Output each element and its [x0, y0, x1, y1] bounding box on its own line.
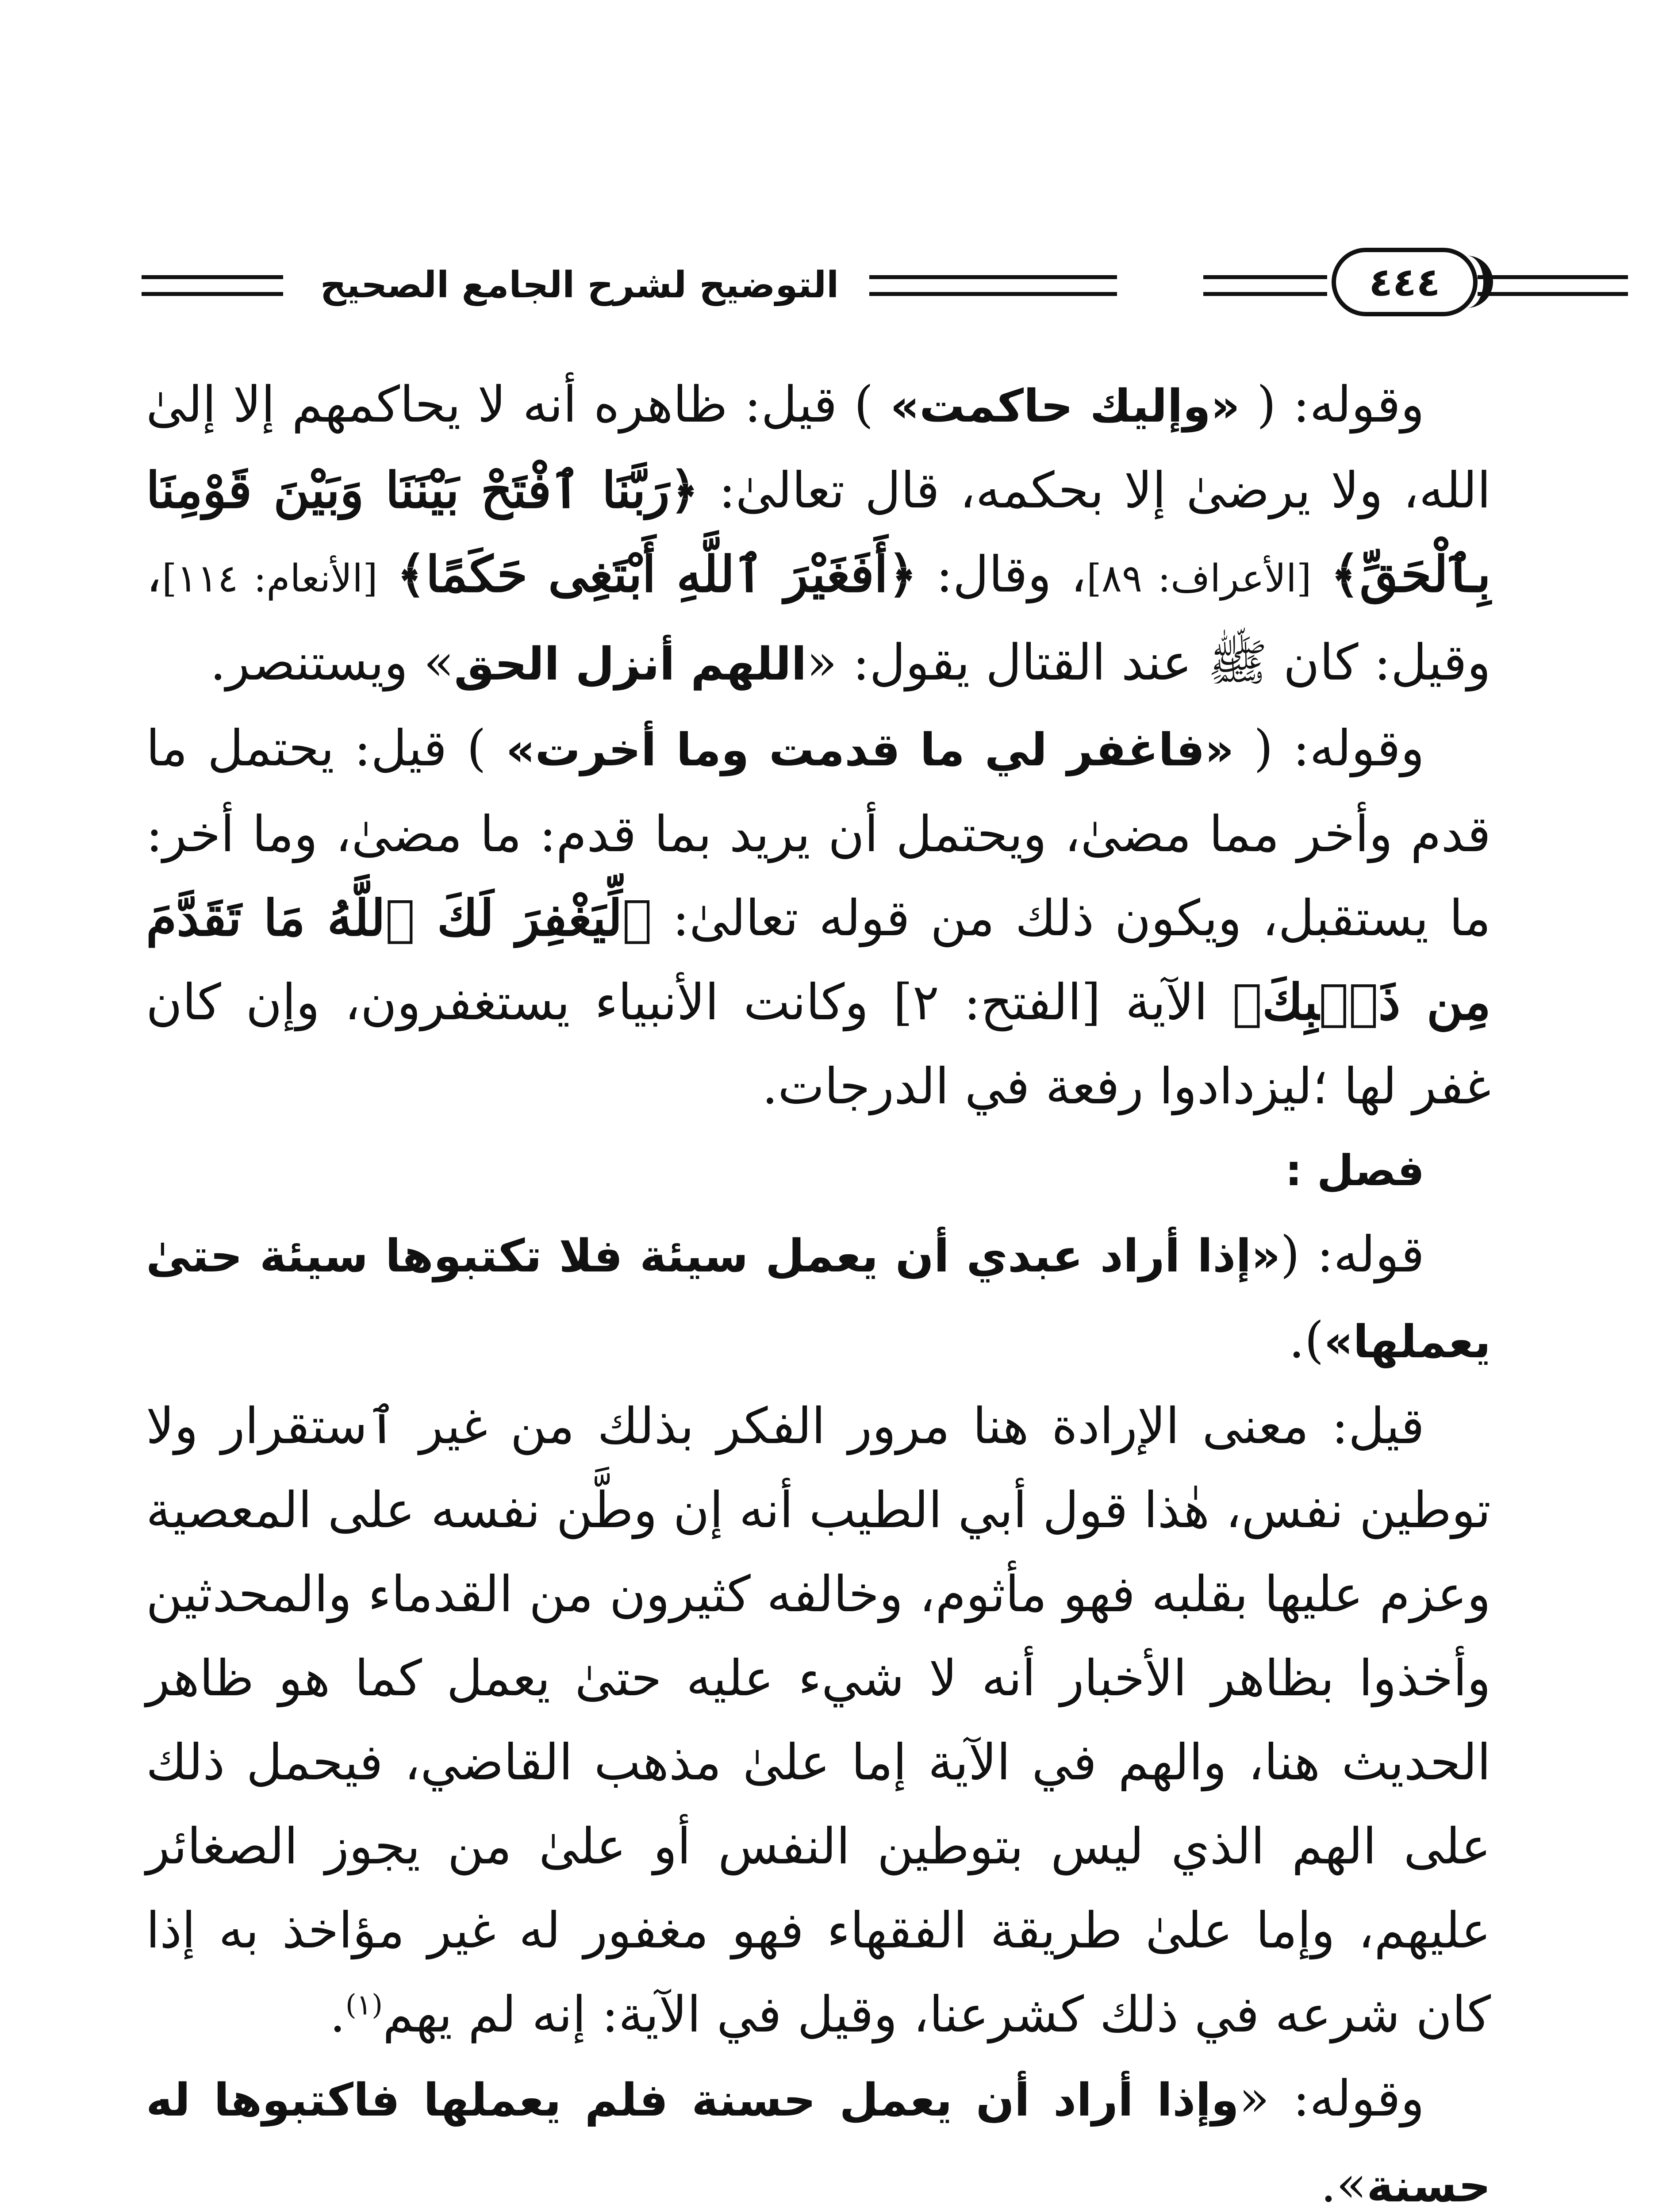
quran-quote: ﴿لِّيَغْفِرَ لَكَ ٱللَّهُ مَا تَقَدَّمَ مِن ذَنۢبِكَ﴾: [146, 889, 1491, 1031]
paragraph: [146, 2057, 1491, 2212]
text-run: ).: [1289, 1312, 1324, 1369]
header-rule-middle: [869, 275, 1117, 279]
text-run: [378, 546, 397, 603]
page-number: ٤٤٤: [1369, 259, 1440, 305]
page-header: [142, 248, 1491, 332]
footnote-marker: (١): [345, 1989, 383, 2022]
text-run: [الأعراف: ٨٩]: [1086, 557, 1312, 601]
hadith-quote: وإذا أراد أن يعمل حسنة فلم يعملها فاكتبوها له حسنة: [146, 2074, 1491, 2212]
quran-quote: ﴿رَبَّنَا ٱفْتَحْ بَيْنَنَا وَبَيْنَ قَوْمِنَا بِٱلْحَقِّ﴾: [146, 461, 1491, 603]
hadith-quote: «وإليك حاكمت»: [890, 380, 1240, 433]
hadith-quote: اللهم أنزل الحق: [454, 638, 807, 691]
quran-quote: ﴿أَفَغَيْرَ ٱللَّهِ أَبْتَغِى حَكَمًا﴾: [396, 545, 917, 603]
header-rule-middle-2: [869, 292, 1117, 296]
text-run: ) قيل: يحتمل ما قدم وأخر مما مضىٰ، ويحتمل أن يريد بما قدم: ما مضىٰ، وما أخر: ما يستقبل، ويكون ذلك من قوله تعالىٰ:: [146, 720, 1491, 947]
header-rule-left-2: [142, 292, 283, 296]
text-run: وقوله: (: [1234, 720, 1424, 777]
text-run: وقوله: «: [1239, 2070, 1424, 2128]
page-number-badge: [1332, 248, 1478, 316]
text-run: ، وقيل: كان ﷺ عند القتال يقول: «: [146, 546, 1491, 691]
header-rule-right-2: [1203, 292, 1327, 296]
text-run: قوله: (: [1280, 1226, 1424, 1283]
header-rule-right: [1203, 275, 1327, 279]
text-run: ».: [1321, 2156, 1367, 2212]
text-run: ، وقال:: [917, 546, 1087, 603]
hadith-quote: «فاغفر لي ما قدمت وما أخرت»: [506, 724, 1234, 776]
text-run: فصل :: [1285, 1146, 1424, 1195]
text-run: الآية [الفتح: ٢] وكانت الأنبياء يستغفرون، وإن كان غفر لها ؛ليزدادوا رفعة في الدرجات.: [146, 974, 1491, 1115]
text-run: » ويستنصر.: [210, 634, 454, 691]
section-heading: [146, 1129, 1491, 1213]
text-run: ) قيل: ظاهره أنه لا يحاكمهم إلا إلىٰ الله، ولا يرضىٰ إلا بحكمه، قال تعالىٰ:: [146, 376, 1491, 519]
badge-ornament: [1462, 256, 1493, 308]
paragraph: [146, 707, 1491, 1129]
hadith-quote: «إذا أراد عبدي أن يعمل سيئة فلا تكتبوها سيئة حتىٰ يعملها»: [146, 1230, 1491, 1368]
text-run: وقوله: (: [1240, 376, 1424, 434]
header-rule-left: [142, 275, 283, 279]
paragraph: [146, 1213, 1491, 1384]
running-title: التوضيح لشرح الجامع الصحيح: [320, 264, 839, 306]
text-run: [1311, 546, 1330, 603]
text-run: .: [330, 1986, 346, 2043]
paragraph: [146, 363, 1491, 707]
paragraph: [146, 1384, 1491, 2057]
header-rule-far-right-2: [1478, 292, 1628, 296]
text-run: [الأنعام: ١١٤]: [162, 557, 378, 601]
header-rule-far-right: [1478, 275, 1628, 279]
text-run: قيل: معنى الإرادة هنا مرور الفكر بذلك من غير ٱستقرار ولا توطين نفس، هٰذا قول أبي الطيب أنه إن وطَّن نفسه على المعصية وعزم عليها بقلبه فهو مأثوم، وخالفه كثيرون من القدماء والمحدثين وأخذوا بظاهر الأخبار أنه لا شيء عليه حتىٰ يعمل كما هو ظاهر الحديث هنا، والهم في الآية إما علىٰ مذهب القاضي، فيحمل ذلك على الهم الذي ليس بتوطين النفس أو علىٰ من يجوز الصغائر عليهم، وإما علىٰ طريقة الفقهاء فهو مغفور له غير مؤاخذ به إذا كان شرعه في ذلك كشرعنا، وقيل في الآية: إنه لم يهم: [146, 1398, 1491, 2043]
main-text: [146, 363, 1491, 2212]
